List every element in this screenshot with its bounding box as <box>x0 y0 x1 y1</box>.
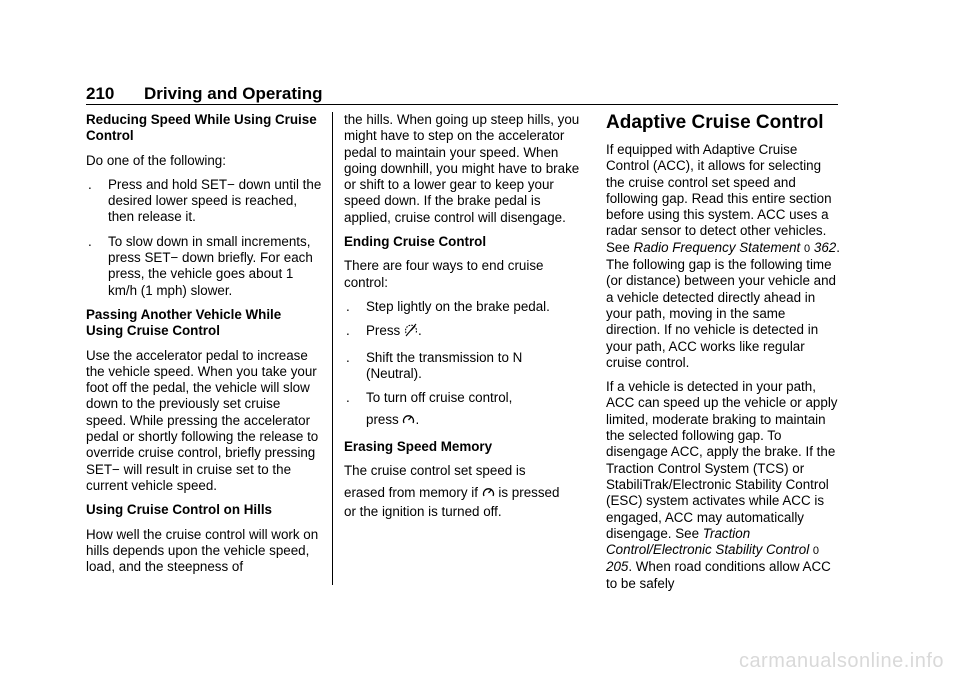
list-item-text: Step lightly on the brake pedal. <box>366 298 550 314</box>
heading-erasing: Erasing Speed Memory <box>344 438 493 454</box>
cruise-cancel-icon <box>404 323 418 341</box>
list-item-text-suffix: . <box>417 323 422 339</box>
heading-adaptive-cruise-control: Adaptive Cruise Control <box>606 112 824 133</box>
acc-detected-text-cont: . When road conditions allow ACC to be safely <box>606 559 831 591</box>
list-item-text: Press and hold SET− down until the desired lower speed is reached, then release it. <box>108 176 322 225</box>
list-item <box>86 234 322 299</box>
list-item-text: Shift the transmission to N (Neutral). <box>366 349 523 381</box>
cruise-onoff-icon <box>402 413 415 430</box>
list-item <box>344 323 580 341</box>
column-divider <box>332 112 333 585</box>
heading-ending: Ending Cruise Control <box>344 234 487 250</box>
column-1 <box>86 112 322 583</box>
list-item <box>344 299 580 315</box>
paragraph-acc-intro <box>606 142 842 371</box>
list-item-text: To slow down in small increments, press SET− down briefly. For each press, the vehicle goes about 1 km/h (1 mph) slower. <box>108 233 313 298</box>
heading-reducing-speed: Reducing Speed While Using Cruise Control <box>86 112 317 144</box>
heading-hills: Using Cruise Control on Hills <box>86 502 272 518</box>
list-item-text-prefix: press <box>366 412 403 428</box>
list-item-text-suffix: . <box>415 412 420 428</box>
paragraph-do-one: Do one of the following: <box>86 152 226 168</box>
acc-intro-text-cont: . The following gap is the following time (or distance) between your vehicle and a vehicle detected directly ahead in your path, moving in the same direction. If no vehicle is detected in your path, ACC works like regular cruise control. <box>606 239 840 370</box>
bullet-mark: . <box>88 176 92 192</box>
cruise-onoff-icon <box>482 486 495 503</box>
heading-passing: Passing Another Vehicle While Using Cruise Control <box>86 306 282 339</box>
bullet-mark: . <box>346 323 350 339</box>
header-rule <box>86 104 838 105</box>
erasing-text-suffix: is pressed <box>494 485 560 501</box>
list-item <box>86 177 322 226</box>
column-3 <box>606 112 842 600</box>
ref-radio-frequency[interactable]: Radio Frequency Statement <box>633 239 801 255</box>
list-item <box>344 390 580 431</box>
ref-page-number[interactable]: 205 <box>606 559 629 575</box>
ref-page-number[interactable]: 362 <box>813 239 837 255</box>
list-item-text-prefix: Press <box>366 323 404 339</box>
paragraph-acc-detected <box>606 379 842 592</box>
bullet-mark: . <box>346 390 350 406</box>
column-2 <box>344 112 580 528</box>
section-title: Driving and Operating <box>144 84 323 103</box>
ref-traction-control[interactable]: Traction Control/Electronic Stability Control <box>606 525 810 558</box>
paragraph-hills: How well the cruise control will work on hills depends upon the vehicle speed, load, and the steepness of <box>86 526 319 575</box>
paragraph-erasing-line3: or the ignition is turned off. <box>344 503 502 519</box>
paragraph-ending: There are four ways to end cruise control: <box>344 258 544 290</box>
paragraph-erasing-line1: The cruise control set speed is <box>344 463 526 479</box>
page-number: 210 <box>86 84 115 103</box>
list-item <box>344 350 580 383</box>
paragraph-passing: Use the accelerator pedal to increase the vehicle speed. When you take your foot off the pedal, the vehicle will slow down to the previously set cruise speed. While pressing the accelerator pedal or shortly following the release to override cruise control, briefly pressing SET− will result in cruise set to the current vehicle speed. <box>86 347 319 493</box>
acc-detected-text: If a vehicle is detected in your path, ACC can speed up the vehicle or apply limited, moderate braking to maintain the selected following gap. To disengage ACC, apply the brake. If the Traction Control System (TCS) or StabiliTrak/Electronic Stability Control (ESC) system activates while ACC is engaged, ACC may automatically disengage. See <box>606 379 838 541</box>
acc-intro-text: If equipped with Adaptive Cruise Control (ACC), it allows for selecting the cruise control set speed and following gap. Read this entire section before using this system. ACC uses a radar sensor to detect other vehicles. See <box>606 142 832 255</box>
watermark: carmanualsonline.info <box>738 650 944 672</box>
erasing-text-prefix: erased from memory if <box>344 485 482 501</box>
list-item-text: To turn off cruise control, <box>366 390 513 406</box>
bullet-mark: . <box>346 298 350 314</box>
bullet-mark: . <box>88 233 92 249</box>
paragraph-hills-continued: the hills. When going up steep hills, you might have to step on the accelerator pedal to maintain your speed. When going downhill, you might have to brake or shift to a lower gear to keep your speed down. If the brake pedal is applied, cruise control will disengage. <box>344 112 580 225</box>
bullet-mark: . <box>346 349 350 365</box>
paragraph-erasing-line2 <box>344 485 580 503</box>
page-ref-arrow: 0 <box>804 242 811 255</box>
page-ref-arrow: 0 <box>812 545 820 558</box>
